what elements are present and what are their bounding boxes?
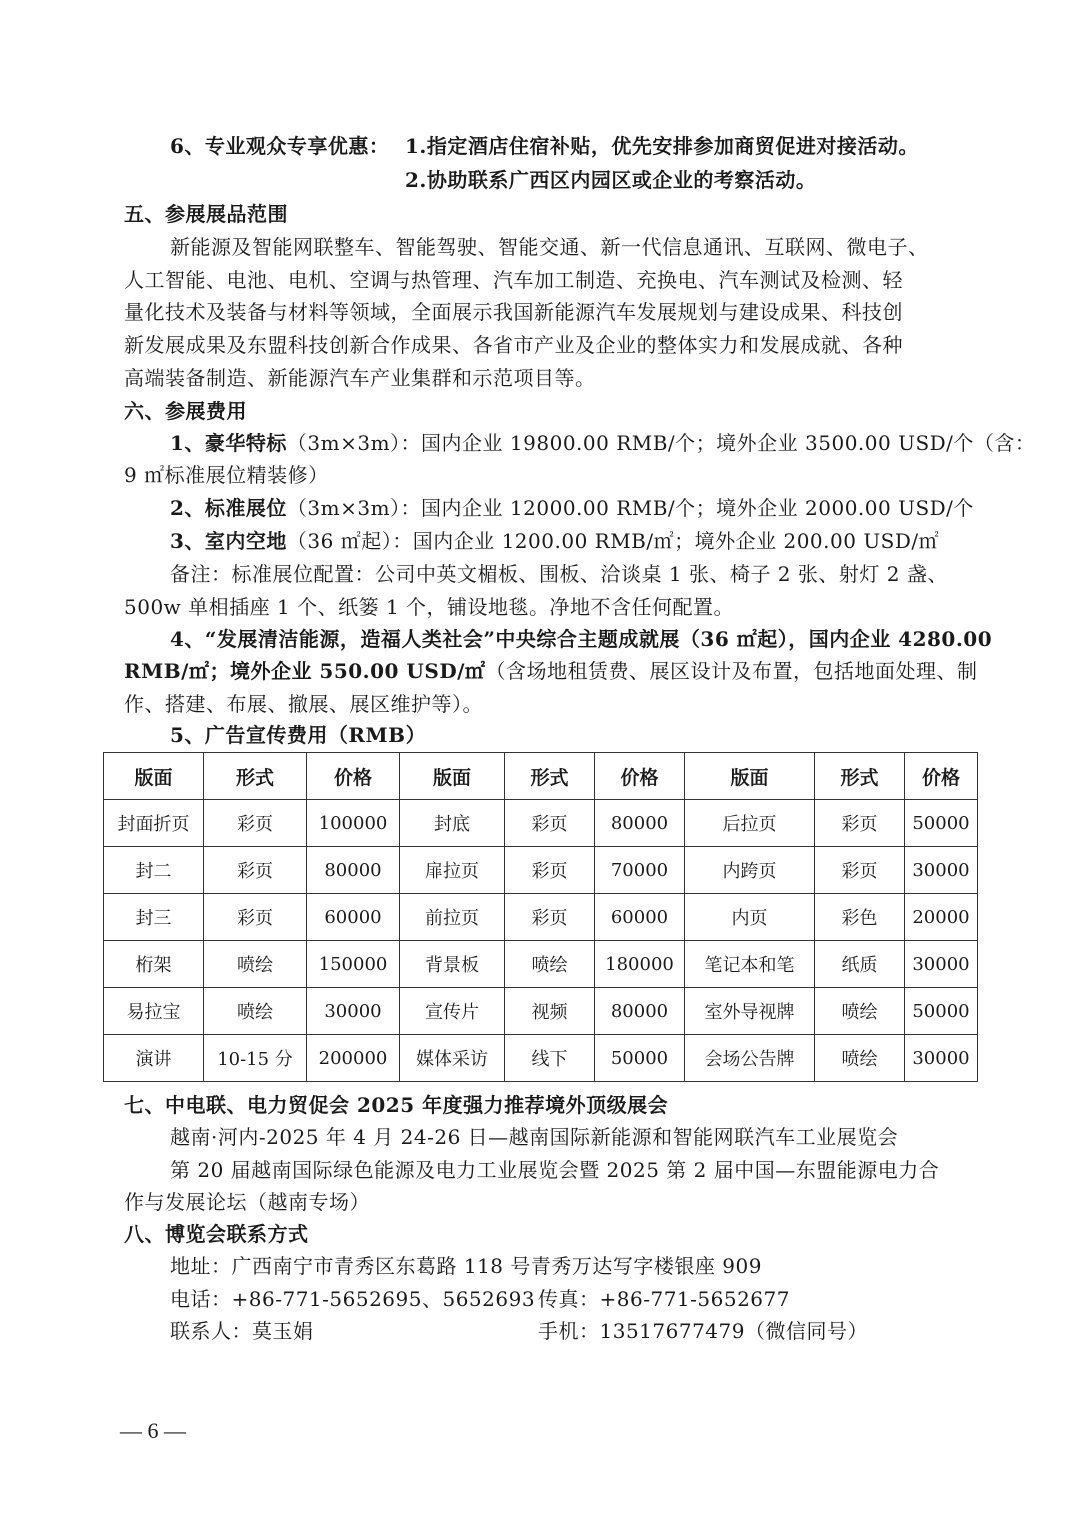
table-cell: 彩页 xyxy=(815,800,905,847)
table-cell: 80000 xyxy=(595,800,685,847)
fee-item-1-label: 1、豪华特标 xyxy=(170,431,287,455)
table-cell: 背景板 xyxy=(400,941,505,988)
fee-item-3-label: 3、室内空地 xyxy=(170,529,287,553)
fee-item-3-text: （36 ㎡起）：国内企业 1200.00 RMB/㎡；境外企业 200.00 USD/㎡ xyxy=(286,529,940,553)
table-cell: 喷绘 xyxy=(204,988,307,1035)
table-cell: 180000 xyxy=(595,941,685,988)
table-cell: 80000 xyxy=(595,988,685,1035)
table-cell: 彩页 xyxy=(204,800,307,847)
section-8-title: 八、博览会联系方式 xyxy=(124,1222,309,1246)
table-cell: 纸质 xyxy=(815,941,905,988)
table-cell: 150000 xyxy=(307,941,400,988)
table-header-cell: 形式 xyxy=(815,753,905,800)
fee-item-1 xyxy=(170,428,1035,458)
table-cell: 50000 xyxy=(905,800,978,847)
table-cell: 20000 xyxy=(905,894,978,941)
fee-note-line1: 备注：标准展位配置：公司中英文楣板、围板、洽谈桌 1 张、椅子 2 张、射灯 2 盏、 xyxy=(170,562,948,586)
table-header-cell: 价格 xyxy=(307,753,400,800)
table-cell: 内跨页 xyxy=(685,847,815,894)
table-cell: 桁架 xyxy=(104,941,204,988)
table-cell: 彩页 xyxy=(204,847,307,894)
fee-item-2 xyxy=(170,493,974,523)
table-header-cell: 版面 xyxy=(400,753,505,800)
table-row xyxy=(104,800,978,847)
fee-item-4-line2-rest: （含场地租赁费、展区设计及布置，包括地面处理、制 xyxy=(485,659,978,683)
fee-item-4-line1: 4、“发展清洁能源，造福人类社会”中央综合主题成就展（36 ㎡起），国内企业 4280.00 xyxy=(170,627,993,651)
section-5-line: 量化技术及装备与材料等领域，全面展示我国新能源汽车发展规划与建设成果、科技创 xyxy=(124,300,903,324)
table-cell: 彩页 xyxy=(505,894,595,941)
table-row xyxy=(104,941,978,988)
section-7-title: 七、中电联、电力贸促会 2025 年度强力推荐境外顶级展会 xyxy=(124,1093,669,1117)
fee-item-4-line3: 作、搭建、布展、撤展、展区维护等）。 xyxy=(124,692,483,716)
table-header-cell: 价格 xyxy=(595,753,685,800)
section-5-line: 人工智能、电池、电机、空调与热管理、汽车加工制造、充换电、汽车测试及检测、轻 xyxy=(124,268,903,292)
table-cell: 扉拉页 xyxy=(400,847,505,894)
section-7-line3: 作与发展论坛（越南专场） xyxy=(124,1190,370,1214)
page-number: — 6 — xyxy=(120,1418,186,1443)
contact-fax: 传真：+86-771-5652677 xyxy=(538,1287,790,1311)
table-cell: 线下 xyxy=(505,1035,595,1082)
section-7-line2: 第 20 届越南国际绿色能源及电力工业展览会暨 2025 第 2 届中国—东盟能源电力合 xyxy=(170,1158,940,1182)
fee-item-4-line2-bold: RMB/㎡；境外企业 550.00 USD/㎡ xyxy=(124,659,486,683)
table-header-cell: 价格 xyxy=(905,753,978,800)
table-header-cell: 版面 xyxy=(104,753,204,800)
contact-mobile: 手机：13517677479（微信同号） xyxy=(538,1319,868,1343)
table-cell: 易拉宝 xyxy=(104,988,204,1035)
audience-benefit-line2: 2.协助联系广西区内园区或企业的考察活动。 xyxy=(405,168,817,192)
table-cell: 室外导视牌 xyxy=(685,988,815,1035)
table-cell: 彩页 xyxy=(815,847,905,894)
table-cell: 30000 xyxy=(905,941,978,988)
table-cell: 前拉页 xyxy=(400,894,505,941)
table-row xyxy=(104,847,978,894)
fee-item-1-cont: 9 ㎡标准展位精装修） xyxy=(124,463,329,487)
table-cell: 喷绘 xyxy=(204,941,307,988)
table-cell: 喷绘 xyxy=(505,941,595,988)
table-row xyxy=(104,1035,978,1082)
table-cell: 80000 xyxy=(307,847,400,894)
section-5-line: 新发展成果及东盟科技创新合作成果、各省市产业及企业的整体实力和发展成就、各种 xyxy=(124,333,903,357)
fee-item-2-text: （3m×3m）：国内企业 12000.00 RMB/个；境外企业 2000.00 USD/个 xyxy=(286,496,974,520)
audience-benefit-line1: 1.指定酒店住宿补贴，优先安排参加商贸促进对接活动。 xyxy=(405,134,919,158)
table-cell: 彩页 xyxy=(505,847,595,894)
fee-item-3 xyxy=(170,526,939,556)
table-cell: 笔记本和笔 xyxy=(685,941,815,988)
table-cell: 喷绘 xyxy=(815,988,905,1035)
table-cell: 后拉页 xyxy=(685,800,815,847)
table-cell: 50000 xyxy=(595,1035,685,1082)
table-cell: 彩页 xyxy=(204,894,307,941)
table-cell: 喷绘 xyxy=(815,1035,905,1082)
table-cell: 60000 xyxy=(595,894,685,941)
table-header-cell: 形式 xyxy=(505,753,595,800)
table-cell: 30000 xyxy=(905,1035,978,1082)
fee-note-line2: 500w 单相插座 1 个、纸篓 1 个，铺设地毯。净地不含任何配置。 xyxy=(124,595,735,619)
table-row xyxy=(104,894,978,941)
contact-person: 联系人：莫玉娟 xyxy=(170,1319,314,1343)
table-header-row xyxy=(104,753,978,800)
table-cell: 200000 xyxy=(307,1035,400,1082)
table-cell: 内页 xyxy=(685,894,815,941)
table-cell: 封面折页 xyxy=(104,800,204,847)
table-cell: 30000 xyxy=(307,988,400,1035)
section-5-line: 高端装备制造、新能源汽车产业集群和示范项目等。 xyxy=(124,366,596,390)
fee-item-1-text: （3m×3m）：国内企业 19800.00 RMB/个；境外企业 3500.00 USD/个（含： xyxy=(286,431,1036,455)
section-5-line: 新能源及智能网联整车、智能驾驶、智能交通、新一代信息通讯、互联网、微电子、 xyxy=(170,235,929,259)
audience-benefit-label: 6、专业观众专享优惠： xyxy=(170,134,390,158)
table-cell: 100000 xyxy=(307,800,400,847)
table-header-cell: 形式 xyxy=(204,753,307,800)
table-cell: 彩页 xyxy=(505,800,595,847)
table-cell: 10-15 分 xyxy=(204,1035,307,1082)
table-cell: 封底 xyxy=(400,800,505,847)
ads-price-table xyxy=(103,752,978,1082)
fee-item-2-label: 2、标准展位 xyxy=(170,496,287,520)
table-cell: 70000 xyxy=(595,847,685,894)
table-cell: 封三 xyxy=(104,894,204,941)
table-cell: 会场公告牌 xyxy=(685,1035,815,1082)
contact-address: 地址：广西南宁市青秀区东葛路 118 号青秀万达写字楼银座 909 xyxy=(170,1254,762,1278)
fee-item-4-line2 xyxy=(124,656,977,686)
table-cell: 彩色 xyxy=(815,894,905,941)
table-cell: 30000 xyxy=(905,847,978,894)
table-cell: 60000 xyxy=(307,894,400,941)
table-row xyxy=(104,988,978,1035)
table-header-cell: 版面 xyxy=(685,753,815,800)
section-5-title: 五、参展展品范围 xyxy=(124,202,288,226)
table-cell: 宣传片 xyxy=(400,988,505,1035)
section-7-line1: 越南·河内-2025 年 4 月 24-26 日—越南国际新能源和智能网联汽车工业展览会 xyxy=(170,1125,899,1149)
table-cell: 视频 xyxy=(505,988,595,1035)
fee-item-5-label: 5、广告宣传费用（RMB） xyxy=(170,723,427,747)
table-cell: 50000 xyxy=(905,988,978,1035)
table-cell: 演讲 xyxy=(104,1035,204,1082)
table-cell: 封二 xyxy=(104,847,204,894)
section-6-title: 六、参展费用 xyxy=(124,399,247,423)
table-cell: 媒体采访 xyxy=(400,1035,505,1082)
contact-phone: 电话：+86-771-5652695、5652693 xyxy=(170,1287,536,1311)
